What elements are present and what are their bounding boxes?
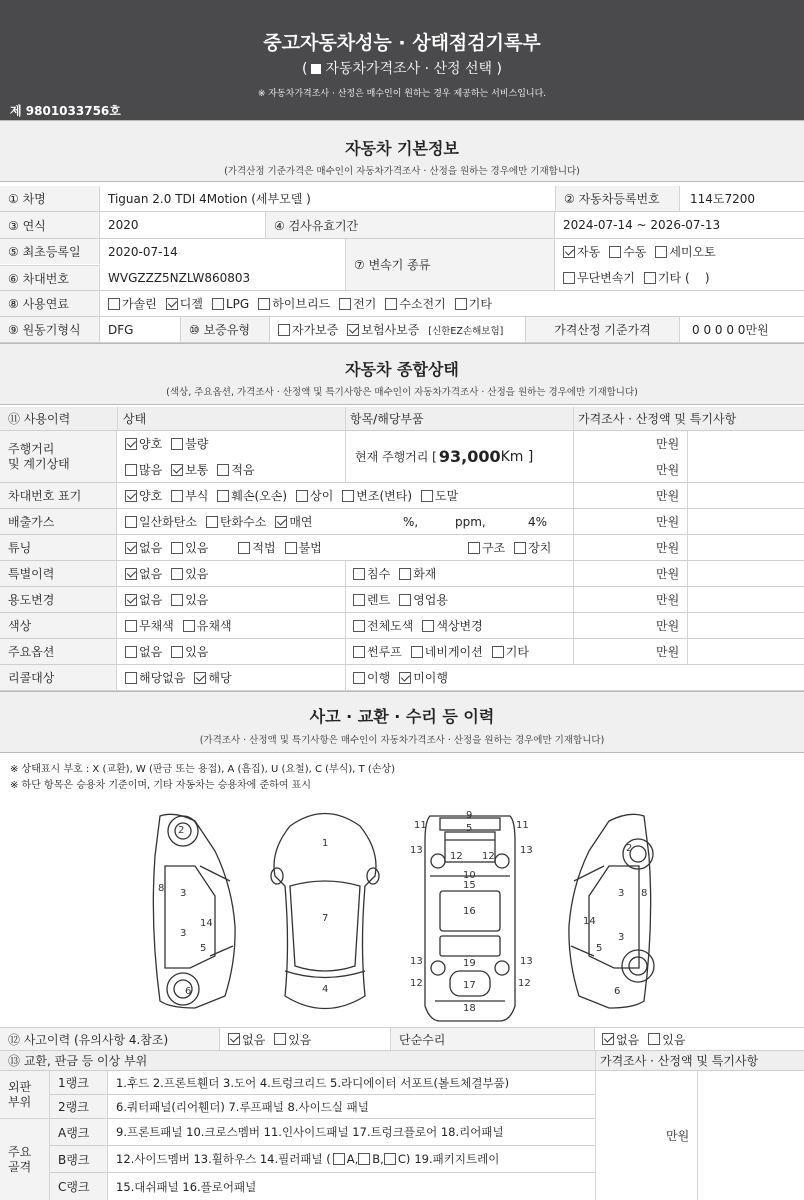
label-tuning: 튜닝 bbox=[0, 535, 117, 560]
mileage-normal-checkbox[interactable] bbox=[171, 464, 183, 476]
current-mileage-label: 현재 주행거리 [ bbox=[355, 450, 437, 464]
mileage-many-checkbox[interactable] bbox=[125, 464, 137, 476]
fuel-hybrid-checkbox[interactable] bbox=[258, 298, 270, 310]
fuel-lpg-checkbox[interactable] bbox=[212, 298, 224, 310]
fuel-etc-checkbox[interactable] bbox=[455, 298, 467, 310]
part-6-left: 6 bbox=[185, 986, 192, 997]
rank2-items: 6.쿼터패널(리어휀더) 7.루프패널 8.사이드실 패널 bbox=[116, 1099, 369, 1114]
mileage-unit: Km ] bbox=[500, 448, 534, 465]
rankB-items-2: 19.패키지트레이 bbox=[414, 1152, 500, 1166]
usage-rent-checkbox[interactable] bbox=[353, 594, 365, 606]
transmission-options-1: 자동 수동 세미오토 bbox=[563, 239, 725, 264]
label-usage: 용도변경 bbox=[0, 587, 117, 612]
special-none-checkbox[interactable] bbox=[125, 568, 137, 580]
tune-illegal-checkbox[interactable] bbox=[285, 542, 297, 554]
part-12-inner-right: 12 bbox=[482, 851, 495, 862]
color-price-unit: 만원 bbox=[656, 619, 680, 633]
car-diagram bbox=[0, 796, 804, 1026]
tune-struct-checkbox[interactable] bbox=[468, 542, 480, 554]
option-price-unit: 만원 bbox=[656, 645, 680, 659]
row-vin-mark bbox=[0, 483, 804, 509]
part-12-inner-left: 12 bbox=[450, 851, 463, 862]
label-emissions: 배출가스 bbox=[0, 509, 117, 534]
label-vin: ⑥ 차대번호 bbox=[0, 265, 100, 290]
hdr-price: 가격조사 · 산정액 및 특기사항 bbox=[578, 412, 737, 426]
row-tuning: 튜닝 없음 있음 적법 불법 구조 장치 만원 bbox=[0, 535, 804, 561]
fuel-options: 가솔린 디젤 LPG 하이브리드 전기 수소전기 기타 bbox=[108, 291, 501, 316]
insurer-name: [신한EZ손해보험] bbox=[428, 325, 504, 337]
row-parts-header bbox=[0, 1051, 804, 1071]
document-header bbox=[0, 0, 804, 120]
special-price-unit: 만원 bbox=[656, 567, 680, 581]
rank1-items: 1.후드 2.프론트휀더 3.도어 4.트렁크리드 5.라디에이터 서포트(볼트체결부품) bbox=[116, 1075, 510, 1090]
parts-price-unit: 만원 bbox=[666, 1129, 690, 1143]
car-right-side-view bbox=[569, 814, 654, 1008]
rankA-row bbox=[50, 1119, 595, 1146]
part-3-left-b: 3 bbox=[180, 928, 187, 939]
part-5-left: 5 bbox=[200, 943, 207, 954]
current-mileage-value: 93,000 bbox=[438, 447, 501, 466]
engine-value: DFG bbox=[108, 322, 134, 337]
part-12-left-rear: 12 bbox=[410, 978, 423, 989]
label-base-price: 가격산정 기준가격 bbox=[525, 317, 680, 342]
status-subtitle: (색상, 주요옵션, 가격조사 · 산정액 및 특기사항은 매수인이 자동차가격조사 · 산정을 원하는 경우에만 기재합니다) bbox=[166, 387, 638, 398]
warranty-self-checkbox[interactable] bbox=[278, 324, 290, 336]
rank2-label: 2랭크 bbox=[50, 1095, 108, 1118]
parts-price-header: 가격조사 · 산정액 및 특기사항 bbox=[600, 1054, 759, 1068]
emis-hc-unit: ppm, bbox=[455, 514, 486, 529]
mileage-state-1: 양호 불량 bbox=[125, 431, 217, 456]
label-fuel: ⑧ 사용연료 bbox=[0, 291, 100, 316]
vin-value: WVGZZZ5NZLW860803 bbox=[108, 270, 251, 285]
emis-co-checkbox[interactable] bbox=[125, 516, 137, 528]
part-5: 5 bbox=[466, 823, 473, 834]
base-price-unit: 만원 bbox=[745, 323, 769, 337]
row-car-name bbox=[0, 186, 804, 212]
part-1: 1 bbox=[322, 838, 329, 849]
vin-alter-checkbox[interactable] bbox=[342, 490, 354, 502]
special-yes-checkbox[interactable] bbox=[171, 568, 183, 580]
label-main-frame: 주요 골격 bbox=[0, 1119, 50, 1200]
trans-cvt-checkbox[interactable] bbox=[563, 272, 575, 284]
status-section-header bbox=[0, 343, 804, 405]
mileage-few-checkbox[interactable] bbox=[217, 464, 229, 476]
part-15: 15 bbox=[463, 880, 476, 891]
rank1-label: 1랭크 bbox=[50, 1071, 108, 1094]
fuel-gasoline-checkbox[interactable] bbox=[108, 298, 120, 310]
tune-device-checkbox[interactable] bbox=[514, 542, 526, 554]
part-10: 10 bbox=[463, 870, 476, 881]
document-number: 제 9801033756호 bbox=[10, 104, 121, 118]
label-simple-repair: 단순수리 bbox=[390, 1028, 595, 1050]
tune-yes-checkbox[interactable] bbox=[171, 542, 183, 554]
vin-rust-checkbox[interactable] bbox=[171, 490, 183, 502]
rankB-row: B랭크 12.사이드멤버 13.휠하우스 14.필러패널 ( A, B, C) 19.패키지트레이 bbox=[50, 1146, 595, 1173]
inspection-value: 2024-07-14 ~ 2026-07-13 bbox=[563, 218, 721, 232]
label-options: 주요옵션 bbox=[0, 639, 117, 664]
part-9: 9 bbox=[466, 810, 473, 821]
accident-section-header bbox=[0, 691, 804, 753]
warranty-insurance-checkbox[interactable] bbox=[347, 324, 359, 336]
rankC-row bbox=[50, 1173, 595, 1200]
rankB-items: 12.사이드멤버 13.휠하우스 14.필러패널 ( bbox=[116, 1152, 331, 1166]
row-accident-history: ⑫ 사고이력 (유의사항 4.참조) 없음 있음 단순수리 없음 있음 bbox=[0, 1027, 804, 1051]
pillar-c-checkbox[interactable] bbox=[384, 1153, 396, 1165]
basic-info-title: 자동차 기본정보 bbox=[345, 139, 459, 158]
part-13-right-rear: 13 bbox=[520, 956, 533, 967]
trans-auto-checkbox[interactable] bbox=[563, 246, 575, 258]
label-mileage: 주행거리 및 계기상태 bbox=[0, 431, 117, 482]
part-14-right: 14 bbox=[583, 916, 596, 927]
part-13-left-rear: 13 bbox=[410, 956, 423, 967]
reg-no-value: 114도7200 bbox=[690, 192, 756, 206]
basic-info-subtitle: (가격산정 기준가격은 매수인이 자동차가격조사 · 산정을 원하는 경우에만 기재합니다) bbox=[224, 166, 580, 177]
emis-co-unit: %, bbox=[403, 514, 419, 529]
part-16: 16 bbox=[463, 906, 476, 917]
status-table-header bbox=[0, 407, 804, 431]
part-6-right: 6 bbox=[614, 986, 621, 997]
part-14-left: 14 bbox=[200, 918, 213, 929]
simple-repair-none-checkbox[interactable] bbox=[602, 1033, 614, 1045]
usage-biz-checkbox[interactable] bbox=[399, 594, 411, 606]
label-parts: ⑬ 교환, 판금 등 이상 부위 bbox=[8, 1054, 148, 1068]
pillar-a-checkbox[interactable] bbox=[333, 1153, 345, 1165]
rank1-row bbox=[50, 1071, 595, 1095]
label-special: 특별이력 bbox=[0, 561, 117, 586]
rankC-label: C랭크 bbox=[50, 1173, 108, 1200]
simple-repair-yes-checkbox[interactable] bbox=[648, 1033, 660, 1045]
emis-smoke-value: 4% bbox=[528, 514, 548, 529]
color-chro-checkbox[interactable] bbox=[183, 620, 195, 632]
label-recall: 리콜대상 bbox=[0, 665, 117, 690]
year-value: 2020 bbox=[108, 218, 139, 232]
part-3-left-a: 3 bbox=[180, 888, 187, 899]
mileage-price-unit-2: 만원 bbox=[656, 463, 680, 477]
fuel-hydrogen-checkbox[interactable] bbox=[385, 298, 397, 310]
label-vin-mark: 차대번호 표기 bbox=[0, 483, 117, 508]
special-flood-checkbox[interactable] bbox=[353, 568, 365, 580]
vin-diff-checkbox[interactable] bbox=[296, 490, 308, 502]
transmission-options-2: 무단변속기 기타 ( ) bbox=[563, 265, 719, 290]
fuel-diesel-checkbox[interactable] bbox=[166, 298, 178, 310]
usage-yes-checkbox[interactable] bbox=[171, 594, 183, 606]
trans-semi-checkbox[interactable] bbox=[655, 246, 667, 258]
part-13-right-front: 13 bbox=[520, 845, 533, 856]
tuning-options: 없음 있음 적법 불법 bbox=[125, 535, 331, 560]
color-change-checkbox[interactable] bbox=[422, 620, 434, 632]
row-engine bbox=[0, 317, 804, 343]
usage-none-checkbox[interactable] bbox=[125, 594, 137, 606]
accident-none-checkbox[interactable] bbox=[228, 1033, 240, 1045]
label-warranty: ⑩ 보증유형 bbox=[180, 317, 270, 342]
part-5-right: 5 bbox=[596, 943, 603, 954]
label-car-name: ① 차명 bbox=[0, 186, 100, 211]
part-8-right: 8 bbox=[641, 888, 648, 899]
label-year: ③ 연식 bbox=[0, 212, 100, 238]
mileage-good-checkbox[interactable] bbox=[125, 438, 137, 450]
rank-table bbox=[0, 1071, 804, 1200]
hdr-use-history: ⑪ 사용이력 bbox=[8, 412, 71, 426]
part-7: 7 bbox=[322, 913, 329, 924]
part-2-left: 2 bbox=[178, 825, 185, 836]
special-fire-checkbox[interactable] bbox=[399, 568, 411, 580]
status-title: 자동차 종합상태 bbox=[345, 360, 459, 379]
fuel-electric-checkbox[interactable] bbox=[339, 298, 351, 310]
part-17: 17 bbox=[463, 980, 476, 991]
emis-price-unit: 만원 bbox=[656, 515, 680, 529]
part-3-right-a: 3 bbox=[618, 888, 625, 899]
emis-smoke-checkbox[interactable] bbox=[275, 516, 287, 528]
recall-na-checkbox[interactable] bbox=[125, 672, 137, 684]
part-13-left-front: 13 bbox=[410, 845, 423, 856]
recall-yes-checkbox[interactable] bbox=[194, 672, 206, 684]
option-etc-checkbox[interactable] bbox=[492, 646, 504, 658]
service-note: ※ 자동차가격조사 · 산정은 매수인이 원하는 경우 제공하는 서비스입니다. bbox=[257, 89, 547, 99]
mileage-bad-checkbox[interactable] bbox=[171, 438, 183, 450]
car-left-side-view bbox=[153, 814, 235, 1008]
label-transmission: ⑦ 변속기 종류 bbox=[345, 239, 555, 290]
legend-note: ※ 하단 항목은 승용차 기준이며, 기타 자동차는 승용차에 준하여 표시 bbox=[10, 780, 311, 791]
mileage-state-2: 많음 보통 적음 bbox=[125, 457, 264, 482]
mileage-price-unit-1: 만원 bbox=[656, 437, 680, 451]
diagram-part-numbers bbox=[158, 810, 647, 1014]
row-special: 특별이력 없음 있음 침수 화재 만원 bbox=[0, 561, 804, 587]
option-none-checkbox[interactable] bbox=[125, 646, 137, 658]
part-12-right-rear: 12 bbox=[518, 978, 531, 989]
part-2-right: 2 bbox=[626, 843, 633, 854]
emission-options: 일산화탄소 탄화수소 매연 bbox=[125, 509, 322, 534]
recall-done-checkbox[interactable] bbox=[353, 672, 365, 684]
part-19: 19 bbox=[463, 958, 476, 969]
vin-stolen-checkbox[interactable] bbox=[421, 490, 433, 502]
price-service-checkbox[interactable] bbox=[311, 64, 321, 74]
part-18: 18 bbox=[463, 1003, 476, 1014]
rankA-items: 9.프론트패널 10.크로스멤버 11.인사이드패널 17.트렁크플로어 18.리어패널 bbox=[116, 1125, 504, 1139]
vin-mark-options: 양호 부식 훼손(오손) 상이 변조(변타) 도말 bbox=[125, 483, 467, 508]
accident-yes-checkbox[interactable] bbox=[274, 1033, 286, 1045]
vin-damage-checkbox[interactable] bbox=[217, 490, 229, 502]
row-mileage bbox=[0, 431, 804, 483]
tune-none-checkbox[interactable] bbox=[125, 542, 137, 554]
row-options: 주요옵션 없음 있음 썬루프 네비게이션 기타 만원 bbox=[0, 639, 804, 665]
tune-legal-checkbox[interactable] bbox=[238, 542, 250, 554]
vin-good-checkbox[interactable] bbox=[125, 490, 137, 502]
tune-price-unit: 만원 bbox=[656, 541, 680, 555]
row-usage: 용도변경 없음 있음 렌트 영업용 만원 bbox=[0, 587, 804, 613]
trans-manual-checkbox[interactable] bbox=[609, 246, 621, 258]
label-accident-history: ⑫ 사고이력 (유의사항 4.참조) bbox=[0, 1028, 220, 1050]
part-11-right: 11 bbox=[516, 820, 529, 831]
document-title: 중고자동차성능 · 상태점검기록부 bbox=[263, 32, 541, 54]
rank2-row bbox=[50, 1095, 595, 1119]
document-subtitle: ( 자동차가격조사 · 산정 선택 ) bbox=[302, 61, 502, 77]
row-year bbox=[0, 212, 804, 239]
row-emissions bbox=[0, 509, 804, 535]
row-color: 색상 무채색 유채색 전체도색 색상변경 만원 bbox=[0, 613, 804, 639]
pillar-b-checkbox[interactable] bbox=[358, 1153, 370, 1165]
accident-title: 사고 · 교환 · 수리 등 이력 bbox=[309, 707, 495, 726]
row-recall: 리콜대상 해당없음 해당 이행 미이행 bbox=[0, 665, 804, 691]
hdr-state: 상태 bbox=[123, 412, 147, 426]
color-achro-checkbox[interactable] bbox=[125, 620, 137, 632]
base-price-value: 0 0 0 0 0 bbox=[692, 322, 746, 337]
row-fuel bbox=[0, 291, 804, 317]
accident-subtitle: (가격조사 · 산정액 및 특기사항은 매수인이 자동차가격조사 · 산정을 원하는 경우에만 기재합니다) bbox=[199, 735, 605, 746]
warranty-options: 자가보증 보험사보증 [신한EZ손해보험] bbox=[278, 317, 503, 342]
label-first-reg: ⑤ 최초등록일 bbox=[0, 239, 100, 264]
label-engine: ⑨ 원동기형식 bbox=[0, 317, 100, 342]
car-name-value: Tiguan 2.0 TDI 4Motion (세부모델 ) bbox=[108, 192, 311, 206]
part-11-left: 11 bbox=[414, 820, 427, 831]
legend-symbols: ※ 상태표시 부호 : X (교환), W (판금 또는 용접), A (흠집), U (요철), C (부식), T (손상) bbox=[10, 764, 396, 775]
option-sunroof-checkbox[interactable] bbox=[353, 646, 365, 658]
part-4: 4 bbox=[322, 984, 329, 995]
label-outer-panel: 외판 부위 bbox=[0, 1071, 50, 1119]
color-full-checkbox[interactable] bbox=[353, 620, 365, 632]
part-3-right-b: 3 bbox=[618, 932, 625, 943]
row-first-reg bbox=[0, 239, 804, 291]
label-reg-no: ② 자동차등록번호 bbox=[555, 186, 680, 211]
first-reg-value: 2020-07-14 bbox=[108, 244, 178, 259]
part-8-left: 8 bbox=[158, 883, 165, 894]
vin-price-unit: 만원 bbox=[656, 489, 680, 503]
recall-not-checkbox[interactable] bbox=[399, 672, 411, 684]
label-inspection: ④ 검사유효기간 bbox=[265, 212, 555, 238]
rankB-label: B랭크 bbox=[50, 1146, 108, 1172]
emis-hc-checkbox[interactable] bbox=[206, 516, 218, 528]
rankC-items: 15.대쉬패널 16.플로어패널 bbox=[116, 1179, 257, 1194]
basic-info-section-header bbox=[0, 120, 804, 182]
option-yes-checkbox[interactable] bbox=[171, 646, 183, 658]
option-nav-checkbox[interactable] bbox=[411, 646, 423, 658]
trans-etc-checkbox[interactable] bbox=[644, 272, 656, 284]
rankA-label: A랭크 bbox=[50, 1119, 108, 1145]
label-color: 색상 bbox=[0, 613, 117, 638]
usage-price-unit: 만원 bbox=[656, 593, 680, 607]
hdr-item: 항목/해당부품 bbox=[350, 412, 424, 426]
